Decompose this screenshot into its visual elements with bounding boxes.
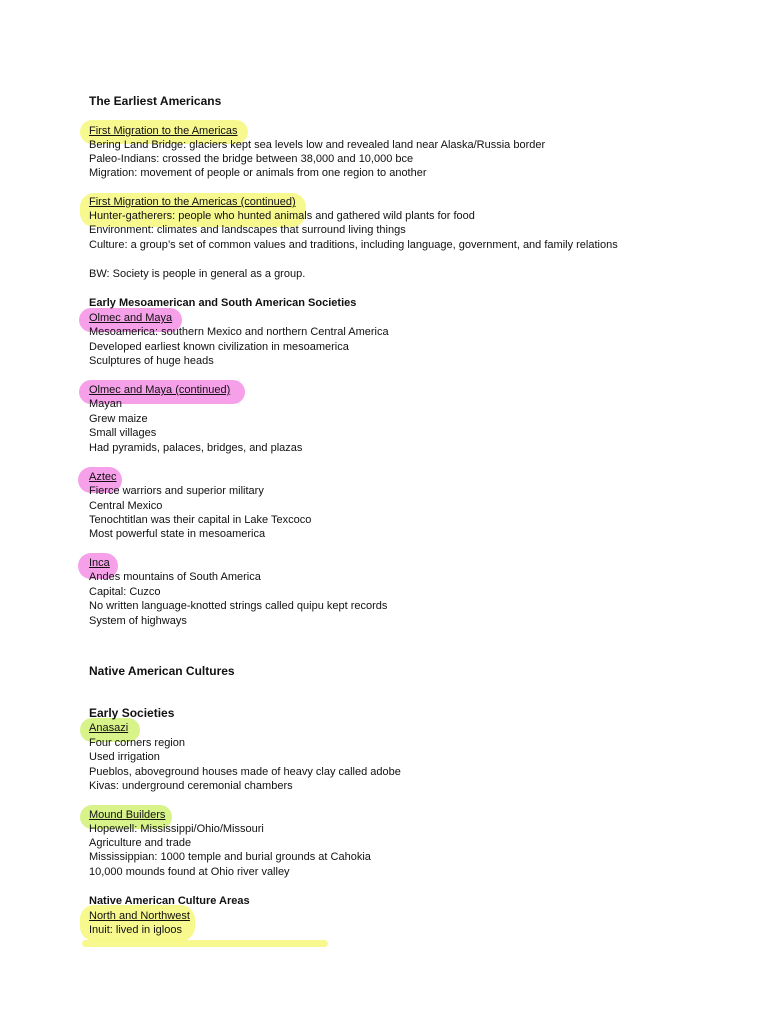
text-line: Fierce warriors and superior military — [89, 485, 264, 497]
heading-native-american-cultures: Native American Cultures — [89, 664, 235, 678]
yellow-highlight-stroke — [82, 940, 328, 947]
text-line: System of highways — [89, 615, 187, 627]
text-line: Four corners region — [89, 737, 185, 749]
text-line: Tenochtitlan was their capital in Lake Texcoco — [89, 514, 312, 526]
text-line: Most powerful state in mesoamerica — [89, 528, 266, 540]
text-line: Bering Land Bridge: glaciers kept sea levels low and revealed land near Alaska/Russia border — [89, 139, 546, 151]
subheading-anasazi: Anasazi — [89, 722, 129, 734]
heading-culture-areas: Native American Culture Areas — [89, 895, 250, 907]
text-line: Hunter-gatherers: people who hunted animals and gathered wild plants for food — [89, 210, 475, 222]
subheading-mound-builders: Mound Builders — [89, 809, 166, 821]
subheading-olmec-maya: Olmec and Maya — [89, 312, 173, 324]
subheading-first-migration-continued: First Migration to the Americas (continued) — [89, 196, 296, 208]
text-line: Mississippian: 1000 temple and burial grounds at Cahokia — [89, 851, 371, 863]
text-line: Mayan — [89, 398, 123, 410]
text-line: Sculptures of huge heads — [89, 355, 214, 367]
text-line: Andes mountains of South America — [89, 571, 261, 583]
text-line: Culture: a group’s set of common values and traditions, including language, government, and family relations — [89, 239, 618, 251]
text-line: Used irrigation — [89, 751, 160, 763]
text-line: Hopewell: Mississippi/Ohio/Missouri — [89, 823, 264, 835]
subheading-north-northwest: North and Northwest — [89, 910, 190, 922]
heading-earliest-americans: The Earliest Americans — [89, 94, 222, 108]
text-line: Developed earliest known civilization in mesoamerica — [89, 341, 349, 353]
text-line: Migration: movement of people or animals from one region to another — [89, 167, 427, 179]
text-line: Mesoamerica: southern Mexico and northern Central America — [89, 326, 389, 338]
subheading-aztec: Aztec — [89, 471, 117, 483]
text-line: Central Mexico — [89, 500, 163, 512]
text-line: Grew maize — [89, 413, 148, 425]
subheading-olmec-maya-continued: Olmec and Maya (continued) — [89, 384, 231, 396]
text-line: 10,000 mounds found at Ohio river valley — [89, 866, 290, 878]
text-line: Pueblos, aboveground houses made of heavy clay called adobe — [89, 766, 401, 778]
text-line: Had pyramids, palaces, bridges, and plazas — [89, 442, 303, 454]
subheading-inca: Inca — [89, 557, 110, 569]
heading-early-societies: Early Societies — [89, 706, 175, 720]
text-line: Kivas: underground ceremonial chambers — [89, 780, 293, 792]
text-line: Environment: climates and landscapes that surround living things — [89, 224, 406, 236]
text-line: Small villages — [89, 427, 157, 439]
text-line: Paleo-Indians: crossed the bridge between 38,000 and 10,000 bce — [89, 153, 414, 165]
text-line: No written language-knotted strings called quipu kept records — [89, 600, 388, 612]
bw-note: BW: Society is people in general as a group. — [89, 268, 306, 280]
text-line: Inuit: lived in igloos — [89, 924, 182, 936]
subheading-first-migration: First Migration to the Americas — [89, 125, 238, 137]
heading-mesoamerican-societies: Early Mesoamerican and South American Societies — [89, 297, 357, 309]
text-line: Agriculture and trade — [89, 837, 192, 849]
text-line: Capital: Cuzco — [89, 586, 161, 598]
